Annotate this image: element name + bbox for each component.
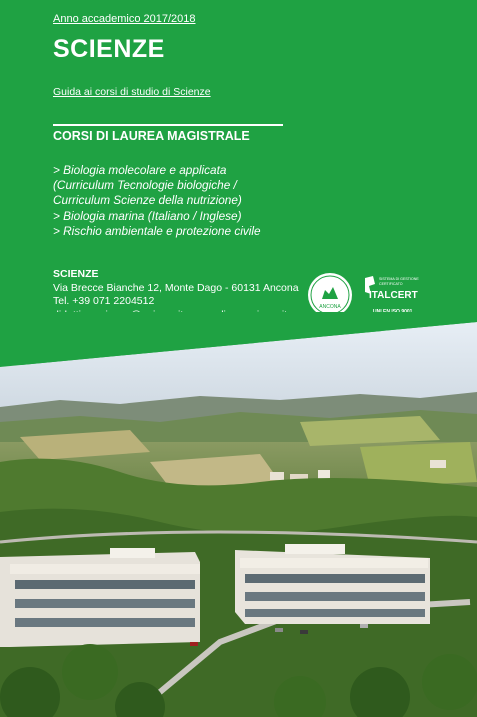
svg-text:ITALCERT: ITALCERT (369, 290, 418, 301)
contact-name: SCIENZE (53, 268, 99, 280)
course-item: > Biologia marina (Italiano / Inglese) (53, 208, 242, 223)
course-item: > Rischio ambientale e protezione civile (53, 223, 261, 238)
svg-text:CERTIFICATO: CERTIFICATO (379, 282, 403, 286)
contact-phone: Tel. +39 071 2204512 (53, 295, 155, 307)
divider (53, 124, 283, 126)
academic-year: Anno accademico 2017/2018 (53, 13, 196, 25)
guide-link[interactable]: Guida ai corsi di studio di Scienze (53, 86, 211, 98)
page-title: SCIENZE (53, 35, 165, 63)
contact-address: Via Brecce Bianche 12, Monte Dago - 60131 Ancona (53, 281, 299, 294)
section-heading: CORSI DI LAUREA MAGISTRALE (53, 129, 250, 143)
svg-text:SISTEMA DI GESTIONE: SISTEMA DI GESTIONE (379, 277, 419, 281)
campus-aerial-photo (0, 312, 477, 717)
course-item: (Curriculum Tecnologie biologiche / (53, 178, 237, 193)
svg-text:ANCONA: ANCONA (319, 304, 341, 310)
course-list (53, 163, 383, 239)
course-item: > Biologia molecolare e applicata (53, 163, 227, 177)
course-item: Curriculum Scienze della nutrizione) (53, 193, 242, 208)
